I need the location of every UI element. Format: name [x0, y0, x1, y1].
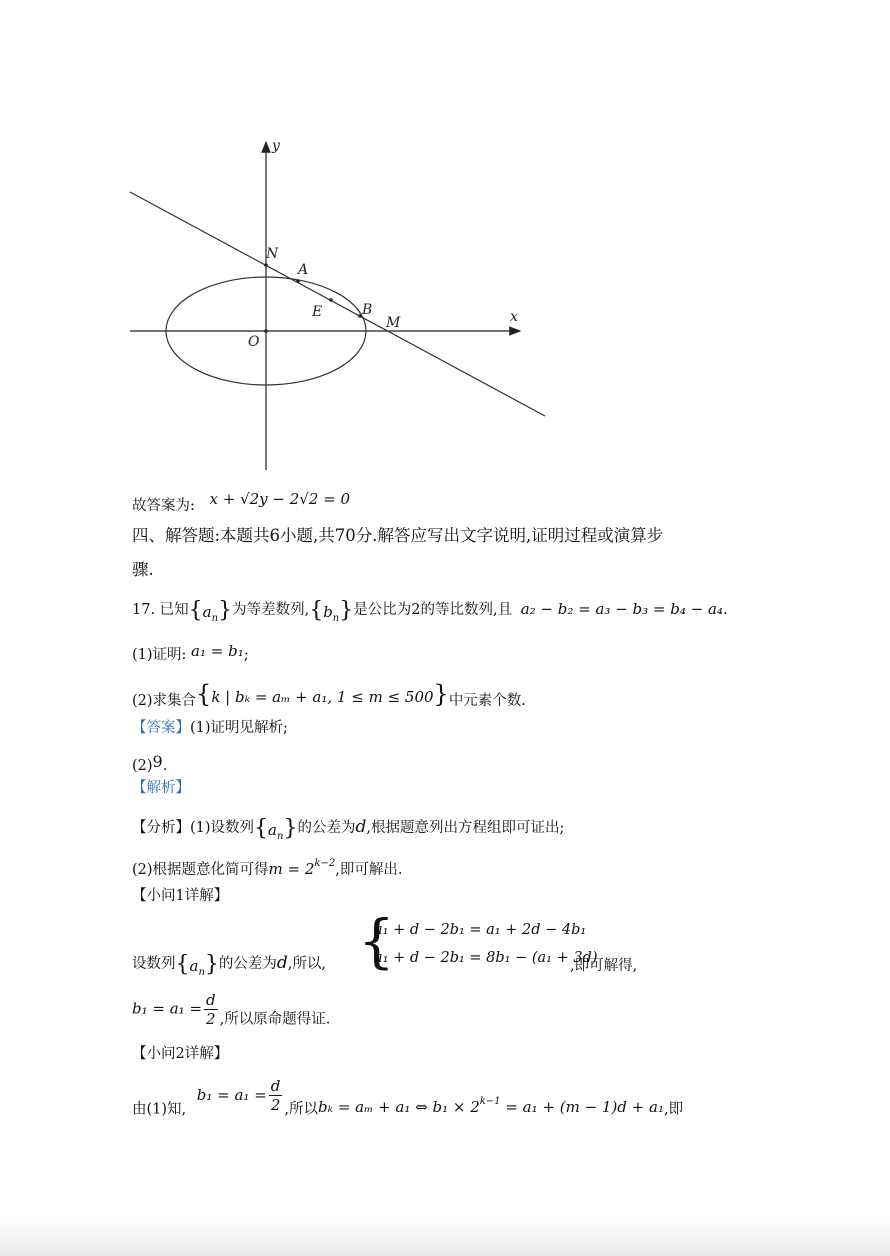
label-M: M — [386, 315, 401, 331]
q17-stem-end: . — [722, 602, 728, 618]
system-row2: a₁ + d − 2b₁ = 8b₁ − (a₁ + 3d) — [374, 950, 598, 966]
final-answer-line — [132, 490, 350, 515]
system-brace: { — [358, 907, 395, 975]
seq-a-brace-3: $\{a_n\}$ — [175, 952, 219, 978]
point-A — [296, 279, 300, 283]
label-N: N — [266, 246, 279, 262]
seq-a-brace-2: $\{a_n\}$ — [254, 816, 298, 842]
answer-line2 — [132, 752, 167, 775]
set-brace: {k | bₖ = aₘ + a₁, 1 ≤ m ≤ 500} — [196, 680, 449, 708]
point-O — [264, 329, 268, 333]
detail1-c: ,所以, — [287, 956, 327, 972]
answer-part2-prefix: (2) — [132, 758, 153, 774]
q17-part1-prefix: (1)证明: — [132, 647, 187, 663]
q17-stem — [132, 598, 728, 625]
detail2-lhs: b₁ = a₁ = — [196, 1085, 267, 1104]
answer-part1: (1)证明见解析; — [190, 720, 288, 736]
analysis-tag-line — [132, 780, 190, 797]
answer-part2-value: 9 — [152, 752, 163, 771]
page-bottom-edge — [0, 1220, 890, 1256]
figure-svg — [120, 130, 560, 480]
fenxi-line1 — [132, 816, 564, 843]
q17-stem-a: 17. 已知 — [132, 602, 189, 618]
detail1-res-frac: $\frac{d}{2}$ — [206, 991, 216, 1028]
section-heading-line2: 骤. — [132, 560, 154, 579]
answer-part2-end: . — [162, 758, 168, 774]
system-row1: a₁ + d − 2b₁ = a₁ + 2d − 4b₁ — [374, 922, 587, 938]
detail1-res-lhs: b₁ = a₁ = — [132, 999, 203, 1018]
detail1-a: 设数列 — [132, 956, 176, 972]
seq-a-brace: $\{a_n\}$ — [188, 598, 233, 624]
fenxi1-b: 的公差为 — [297, 820, 356, 836]
q17-stem-b: 为等差数列, — [232, 602, 310, 618]
fenxi1-a: (1)设数列 — [190, 820, 255, 836]
detail1-d: d — [276, 953, 288, 973]
detail1-b: 的公差为 — [218, 956, 277, 972]
detail2-line — [132, 1078, 683, 1119]
analysis-tag: 【解析】 — [132, 780, 190, 796]
detail2-tag-line — [132, 1046, 228, 1063]
label-O: O — [248, 334, 260, 350]
detail2-end: ,即 — [663, 1101, 684, 1118]
fenxi1-c: ,根据题意列出方程组即可证出; — [366, 820, 565, 836]
detail2-frac: $\frac{d}{2}$ — [270, 1077, 281, 1114]
q17-part2-end: 中元素个数. — [448, 693, 526, 709]
equation-system — [358, 907, 598, 976]
ellipse-line-figure — [120, 130, 560, 480]
detail2-mid: ,所以 — [284, 1101, 318, 1118]
point-N — [264, 263, 268, 267]
q17-stem-c: 是公比为2的等比数列,且 — [353, 602, 513, 618]
point-E — [329, 298, 333, 302]
final-answer-formula: x + √2y − 2√2 = 0 — [209, 490, 351, 508]
detail1-tag-line — [132, 888, 228, 905]
fenxi2-a: (2)根据题意化简可得 — [132, 862, 269, 878]
detail1-d-text: ,即可解得, — [570, 958, 638, 974]
q17-part2-prefix: (2)求集合 — [132, 693, 197, 709]
q17-part1 — [132, 642, 249, 664]
fenxi2-eq: $m = 2^{k-2}$ — [268, 858, 336, 878]
answer-tag: 【答案】 — [132, 720, 190, 736]
detail2-eq: bₖ = aₘ + a₁ ⇔ $b_1 \times 2^{k-1} = a_1 + (m - 1)d + a_1$ — [318, 1095, 664, 1116]
label-y: y — [272, 138, 280, 154]
q17-part1-end: ; — [243, 647, 249, 663]
seq-b-brace: $\{b_n\}$ — [309, 598, 354, 624]
section-heading-line1: 四、解答题:本题共6小题,共70分.解答应写出文字说明,证明过程或演算步 — [132, 526, 664, 545]
label-x: x — [510, 309, 518, 325]
label-B: B — [362, 302, 373, 318]
answer-line1 — [132, 720, 288, 737]
line-MN — [130, 192, 545, 416]
fenxi1-d: d — [355, 817, 367, 837]
final-answer-prefix: 故答案为: — [132, 498, 195, 514]
detail2-tag: 【小问2详解】 — [132, 1046, 229, 1062]
label-A: A — [298, 262, 309, 278]
q17-stem-eq: a₂ − b₂ = a₃ − b₃ = b₄ − a₄ — [520, 600, 723, 618]
detail2-a: 由(1)知, — [132, 1101, 187, 1118]
label-E: E — [312, 304, 323, 320]
detail1-result — [132, 992, 330, 1029]
detail1-tag: 【小问1详解】 — [132, 888, 229, 904]
fenxi2-c: ,即可解出. — [335, 862, 403, 878]
fenxi-tag: 【分析】 — [132, 820, 190, 836]
q17-part2 — [132, 680, 526, 710]
detail1-line — [132, 952, 326, 979]
fenxi-line2 — [132, 858, 402, 879]
detail1-res-end: ,所以原命题得证. — [219, 1011, 331, 1028]
q17-part1-eq: a₁ = b₁ — [191, 642, 244, 660]
